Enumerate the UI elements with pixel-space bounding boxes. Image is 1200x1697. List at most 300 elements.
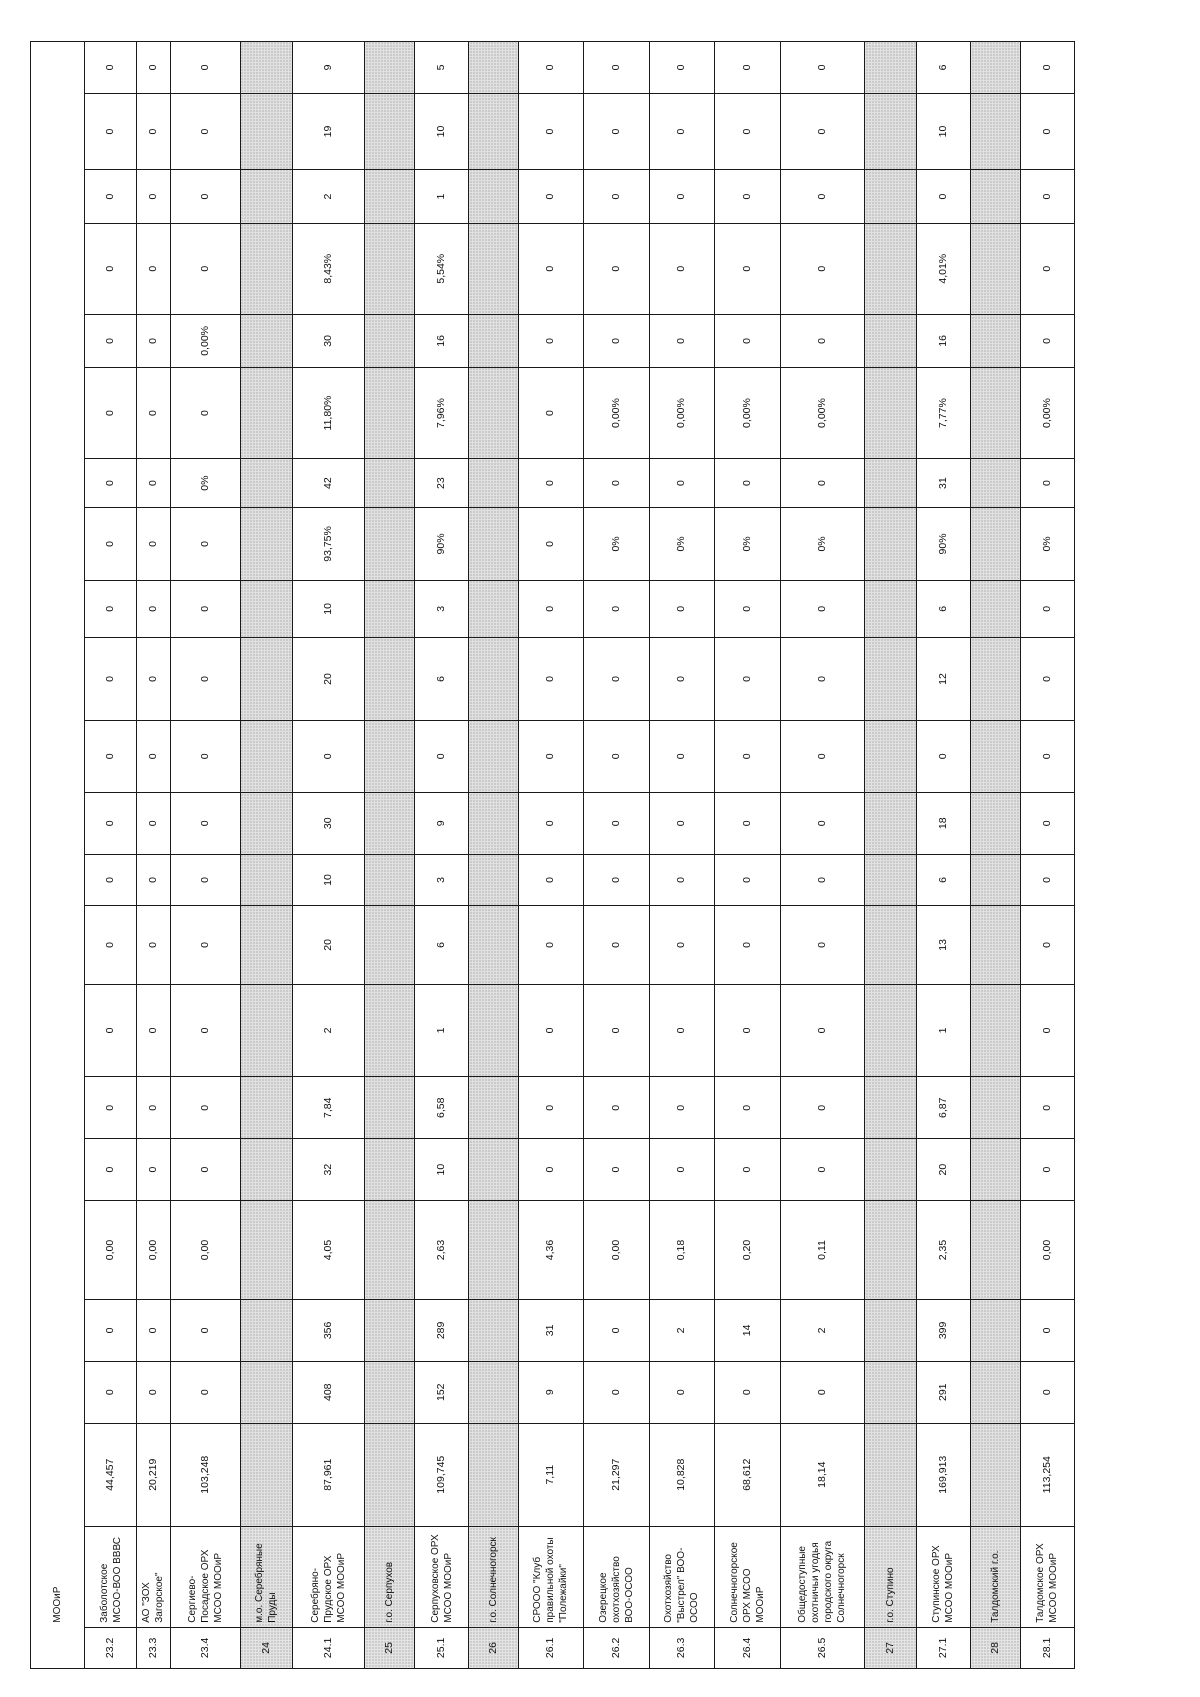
value-cell: 0 <box>137 458 171 507</box>
row-code-cell: 28.1 <box>1020 1627 1074 1668</box>
value-cell <box>365 223 415 314</box>
value-cell: 0 <box>292 720 364 792</box>
value-cell: 0 <box>170 1139 240 1201</box>
value-cell: 13 <box>916 906 970 984</box>
value-cell <box>971 792 1021 854</box>
value-cell: 0 <box>714 42 780 94</box>
value-cell: 0 <box>649 638 714 720</box>
value-cell: 0 <box>1020 720 1074 792</box>
value-cell: 0 <box>583 720 649 792</box>
hunting-ground-name-cell: Солнечногорское ОРХ МСОО МООиР <box>714 1526 780 1627</box>
value-cell <box>469 1299 519 1361</box>
value-cell: 0 <box>649 906 714 984</box>
value-cell: 0 <box>137 1139 171 1201</box>
value-cell <box>365 368 415 459</box>
value-cell: 23 <box>415 458 469 507</box>
value-cell <box>240 314 292 368</box>
table-row <box>137 42 171 1669</box>
table-row <box>240 42 292 1669</box>
value-cell: 0,20 <box>714 1201 780 1300</box>
value-cell: 0,00% <box>170 314 240 368</box>
value-cell: 0 <box>170 792 240 854</box>
value-cell: 0 <box>137 984 171 1077</box>
row-code-cell: 26.5 <box>780 1627 864 1668</box>
value-cell: 6 <box>916 580 970 638</box>
value-cell <box>365 1299 415 1361</box>
value-cell: 0 <box>649 93 714 170</box>
value-cell: 21,297 <box>583 1423 649 1526</box>
hunting-ground-name-cell: г.о. Солнечногорск <box>469 1526 519 1627</box>
value-cell <box>865 1423 917 1526</box>
value-cell: 0 <box>170 1299 240 1361</box>
value-cell <box>865 580 917 638</box>
header-blank-cells <box>31 93 85 1526</box>
value-cell: 0 <box>170 1361 240 1423</box>
value-cell <box>240 368 292 459</box>
value-cell: 0 <box>714 792 780 854</box>
value-cell: 1 <box>415 984 469 1077</box>
value-cell <box>469 1361 519 1423</box>
value-cell: 0 <box>518 368 583 459</box>
value-cell: 0 <box>649 792 714 854</box>
value-cell: 103,248 <box>170 1423 240 1526</box>
value-cell: 6,58 <box>415 1077 469 1139</box>
value-cell: 0 <box>85 906 137 984</box>
value-cell: 0 <box>518 170 583 224</box>
value-cell: 2,63 <box>415 1201 469 1300</box>
value-cell: 0 <box>85 984 137 1077</box>
value-cell: 169,913 <box>916 1423 970 1526</box>
value-cell: 0 <box>518 638 583 720</box>
value-cell <box>971 368 1021 459</box>
value-cell: 12 <box>916 638 970 720</box>
value-cell <box>469 508 519 580</box>
value-cell <box>971 854 1021 906</box>
value-cell: 6 <box>916 42 970 94</box>
value-cell: 0 <box>518 580 583 638</box>
value-cell <box>865 1139 917 1201</box>
hunting-ground-name-cell: Сергиево-Посадское ОРХ МСОО МООиР <box>170 1526 240 1627</box>
value-cell: 0 <box>85 580 137 638</box>
value-cell <box>865 314 917 368</box>
value-cell: 0 <box>137 368 171 459</box>
value-cell <box>365 720 415 792</box>
value-cell: 6,87 <box>916 1077 970 1139</box>
value-cell: 10 <box>415 1139 469 1201</box>
value-cell: 0 <box>518 984 583 1077</box>
value-cell: 30 <box>292 314 364 368</box>
value-cell: 0 <box>649 580 714 638</box>
value-cell: 0 <box>170 42 240 94</box>
value-cell <box>865 720 917 792</box>
value-cell <box>240 792 292 854</box>
table-row <box>1020 42 1074 1669</box>
value-cell: 0 <box>1020 93 1074 170</box>
value-cell: 0 <box>85 458 137 507</box>
value-cell: 9 <box>292 42 364 94</box>
value-cell <box>971 580 1021 638</box>
value-cell <box>365 984 415 1077</box>
value-cell: 0 <box>518 93 583 170</box>
value-cell: 0 <box>916 720 970 792</box>
value-cell <box>240 1139 292 1201</box>
value-cell <box>971 1299 1021 1361</box>
value-cell <box>971 508 1021 580</box>
value-cell <box>469 854 519 906</box>
value-cell: 0 <box>85 170 137 224</box>
value-cell: 0 <box>780 93 864 170</box>
value-cell: 0 <box>649 170 714 224</box>
value-cell <box>240 93 292 170</box>
value-cell: 0 <box>1020 458 1074 507</box>
value-cell <box>469 720 519 792</box>
value-cell: 20 <box>916 1139 970 1201</box>
value-cell: 0 <box>85 1361 137 1423</box>
value-cell: 2 <box>649 1299 714 1361</box>
value-cell: 0 <box>714 170 780 224</box>
value-cell: 0 <box>1020 170 1074 224</box>
value-cell: 9 <box>415 792 469 854</box>
table-row <box>780 42 864 1669</box>
value-cell: 0 <box>714 984 780 1077</box>
value-cell: 0 <box>649 1361 714 1423</box>
row-code-cell: 26.1 <box>518 1627 583 1668</box>
table-row <box>649 42 714 1669</box>
value-cell: 4,01% <box>916 223 970 314</box>
value-cell <box>865 984 917 1077</box>
value-cell: 0 <box>583 458 649 507</box>
header-last-cell <box>31 42 85 94</box>
value-cell <box>365 1361 415 1423</box>
value-cell <box>469 580 519 638</box>
value-cell <box>865 223 917 314</box>
value-cell: 0 <box>780 720 864 792</box>
value-cell: 0 <box>649 223 714 314</box>
hunting-ground-name-cell: Талдомский г.о. <box>971 1526 1021 1627</box>
value-cell <box>240 458 292 507</box>
value-cell: 6 <box>415 638 469 720</box>
value-cell: 2 <box>292 984 364 1077</box>
value-cell: 0 <box>137 508 171 580</box>
table-row <box>714 42 780 1669</box>
value-cell: 0 <box>583 906 649 984</box>
value-cell: 0 <box>780 42 864 94</box>
value-cell <box>971 93 1021 170</box>
value-cell: 0 <box>714 580 780 638</box>
value-cell <box>469 1423 519 1526</box>
value-cell: 3 <box>415 580 469 638</box>
row-code-cell: 26.2 <box>583 1627 649 1668</box>
value-cell: 0 <box>170 223 240 314</box>
value-cell <box>240 638 292 720</box>
row-code-cell: 28 <box>971 1627 1021 1668</box>
value-cell <box>365 1139 415 1201</box>
value-cell: 0,00 <box>85 1201 137 1300</box>
value-cell <box>365 1077 415 1139</box>
value-cell <box>240 580 292 638</box>
value-cell: 0 <box>714 223 780 314</box>
value-cell: 90% <box>916 508 970 580</box>
value-cell: 0,00% <box>780 368 864 459</box>
value-cell: 10 <box>292 580 364 638</box>
value-cell: 0 <box>1020 906 1074 984</box>
value-cell: 30 <box>292 792 364 854</box>
value-cell: 0 <box>583 170 649 224</box>
value-cell: 0 <box>780 580 864 638</box>
value-cell <box>469 223 519 314</box>
value-cell: 0 <box>518 42 583 94</box>
value-cell: 44,457 <box>85 1423 137 1526</box>
value-cell <box>240 223 292 314</box>
value-cell <box>865 42 917 94</box>
value-cell: 0 <box>1020 1077 1074 1139</box>
value-cell: 0 <box>85 42 137 94</box>
value-cell: 0 <box>583 1361 649 1423</box>
table-row <box>916 42 970 1669</box>
value-cell: 0 <box>137 854 171 906</box>
value-cell: 0 <box>170 1077 240 1139</box>
value-cell <box>365 638 415 720</box>
value-cell: 2 <box>292 170 364 224</box>
value-cell: 0 <box>137 638 171 720</box>
value-cell: 0% <box>583 508 649 580</box>
value-cell: 0 <box>85 1077 137 1139</box>
value-cell: 0 <box>780 314 864 368</box>
row-code-cell: 25 <box>365 1627 415 1668</box>
value-cell <box>469 368 519 459</box>
value-cell <box>240 1077 292 1139</box>
value-cell: 0 <box>780 1139 864 1201</box>
hunting-ground-name-cell: Заболотское МСОО-ВОО ВВВС <box>85 1526 137 1627</box>
value-cell: 0,00 <box>137 1201 171 1300</box>
value-cell: 0 <box>780 458 864 507</box>
value-cell: 0 <box>1020 984 1074 1077</box>
value-cell: 0 <box>1020 1361 1074 1423</box>
value-cell <box>865 1201 917 1300</box>
value-cell: 0 <box>137 720 171 792</box>
value-cell <box>865 906 917 984</box>
value-cell <box>240 508 292 580</box>
value-cell: 2 <box>780 1299 864 1361</box>
row-code-cell: 23.4 <box>170 1627 240 1668</box>
value-cell: 0 <box>583 638 649 720</box>
value-cell: 5,54% <box>415 223 469 314</box>
row-code-cell: 27 <box>865 1627 917 1668</box>
table-row <box>469 42 519 1669</box>
hunting-ground-name-cell: Ступинское ОРХ МСОО МООиР <box>916 1526 970 1627</box>
value-cell: 14 <box>714 1299 780 1361</box>
value-cell <box>865 638 917 720</box>
value-cell <box>469 314 519 368</box>
value-cell: 0 <box>1020 223 1074 314</box>
value-cell: 0,00% <box>649 368 714 459</box>
value-cell: 152 <box>415 1361 469 1423</box>
value-cell: 0 <box>714 93 780 170</box>
rotated-table-container <box>30 41 1075 1669</box>
value-cell: 42 <box>292 458 364 507</box>
value-cell: 0 <box>518 508 583 580</box>
value-cell: 0 <box>137 580 171 638</box>
value-cell <box>865 368 917 459</box>
value-cell: 6 <box>916 854 970 906</box>
value-cell: 0,00 <box>1020 1201 1074 1300</box>
value-cell <box>469 984 519 1077</box>
value-cell: 113,254 <box>1020 1423 1074 1526</box>
value-cell: 0 <box>170 638 240 720</box>
value-cell: 0 <box>583 984 649 1077</box>
value-cell: 0 <box>714 1361 780 1423</box>
value-cell <box>865 170 917 224</box>
value-cell: 0 <box>649 854 714 906</box>
value-cell: 0 <box>780 1361 864 1423</box>
value-cell: 0 <box>518 720 583 792</box>
value-cell: 9 <box>518 1361 583 1423</box>
value-cell <box>365 170 415 224</box>
value-cell <box>971 170 1021 224</box>
value-cell <box>865 1361 917 1423</box>
value-cell: 20 <box>292 906 364 984</box>
value-cell: 68,612 <box>714 1423 780 1526</box>
table-row <box>170 42 240 1669</box>
value-cell: 289 <box>415 1299 469 1361</box>
value-cell <box>365 1201 415 1300</box>
value-cell: 5 <box>415 42 469 94</box>
value-cell: 10 <box>415 93 469 170</box>
value-cell: 0 <box>518 906 583 984</box>
value-cell <box>865 792 917 854</box>
value-cell <box>469 458 519 507</box>
value-cell: 0 <box>1020 792 1074 854</box>
value-cell: 2,35 <box>916 1201 970 1300</box>
value-cell: 0 <box>170 93 240 170</box>
value-cell: 4,36 <box>518 1201 583 1300</box>
value-cell <box>865 854 917 906</box>
value-cell <box>971 638 1021 720</box>
value-cell: 0% <box>1020 508 1074 580</box>
value-cell <box>240 984 292 1077</box>
value-cell: 0 <box>170 580 240 638</box>
row-code-cell: 23.2 <box>85 1627 137 1668</box>
value-cell: 291 <box>916 1361 970 1423</box>
value-cell: 0% <box>170 458 240 507</box>
value-cell: 0 <box>649 314 714 368</box>
value-cell: 0 <box>780 854 864 906</box>
value-cell: 0 <box>1020 638 1074 720</box>
value-cell: 0 <box>85 720 137 792</box>
value-cell <box>469 638 519 720</box>
value-cell <box>865 508 917 580</box>
value-cell: 0 <box>170 720 240 792</box>
value-cell: 1 <box>916 984 970 1077</box>
value-cell: 0 <box>170 368 240 459</box>
value-cell: 0 <box>583 93 649 170</box>
value-cell: 0 <box>137 93 171 170</box>
value-cell: 0 <box>85 314 137 368</box>
value-cell <box>971 314 1021 368</box>
value-cell <box>240 42 292 94</box>
table-header-row <box>31 42 85 1669</box>
value-cell <box>865 1077 917 1139</box>
value-cell: 3 <box>415 854 469 906</box>
value-cell <box>971 1361 1021 1423</box>
value-cell: 93,75% <box>292 508 364 580</box>
value-cell: 19 <box>292 93 364 170</box>
value-cell <box>971 223 1021 314</box>
value-cell <box>365 314 415 368</box>
value-cell: 0 <box>85 368 137 459</box>
value-cell: 18,14 <box>780 1423 864 1526</box>
row-code-cell: 27.1 <box>916 1627 970 1668</box>
hunting-ground-name-cell: Талдомское ОРХ МСОО МООиР <box>1020 1526 1074 1627</box>
value-cell: 16 <box>916 314 970 368</box>
value-cell: 0 <box>170 508 240 580</box>
value-cell: 32 <box>292 1139 364 1201</box>
value-cell <box>469 906 519 984</box>
value-cell <box>240 1299 292 1361</box>
value-cell: 0 <box>518 792 583 854</box>
value-cell: 0 <box>780 170 864 224</box>
value-cell <box>971 720 1021 792</box>
value-cell <box>971 1201 1021 1300</box>
value-cell: 0 <box>714 638 780 720</box>
hunting-ground-name-cell: Озерецкое охотхозяйство ВОО-ОСОО <box>583 1526 649 1627</box>
value-cell: 0 <box>583 314 649 368</box>
value-cell: 0 <box>85 854 137 906</box>
value-cell: 20 <box>292 638 364 720</box>
value-cell: 0 <box>137 906 171 984</box>
value-cell <box>469 792 519 854</box>
value-cell: 0 <box>1020 1139 1074 1201</box>
value-cell <box>469 170 519 224</box>
header-code-cell <box>31 1627 85 1668</box>
value-cell: 0 <box>649 1077 714 1139</box>
row-code-cell: 26.4 <box>714 1627 780 1668</box>
row-code-cell: 26.3 <box>649 1627 714 1668</box>
value-cell <box>971 1423 1021 1526</box>
value-cell <box>971 458 1021 507</box>
value-cell: 0,00 <box>583 1201 649 1300</box>
value-cell: 0 <box>714 854 780 906</box>
value-cell: 7,84 <box>292 1077 364 1139</box>
value-cell: 0 <box>649 42 714 94</box>
value-cell: 0 <box>518 854 583 906</box>
row-code-cell: 23.3 <box>137 1627 171 1668</box>
value-cell: 0 <box>85 1299 137 1361</box>
value-cell: 356 <box>292 1299 364 1361</box>
value-cell: 0 <box>1020 1299 1074 1361</box>
row-code-cell: 25.1 <box>415 1627 469 1668</box>
value-cell <box>240 1201 292 1300</box>
value-cell: 0 <box>583 854 649 906</box>
value-cell: 0 <box>1020 42 1074 94</box>
hunting-ground-name-cell: г.о. Ступино <box>865 1526 917 1627</box>
table-row <box>85 42 137 1669</box>
value-cell <box>865 1299 917 1361</box>
value-cell: 0 <box>85 638 137 720</box>
value-cell: 10 <box>292 854 364 906</box>
value-cell: 16 <box>415 314 469 368</box>
value-cell: 109,745 <box>415 1423 469 1526</box>
value-cell <box>971 42 1021 94</box>
value-cell <box>240 906 292 984</box>
value-cell: 0% <box>649 508 714 580</box>
value-cell: 7,96% <box>415 368 469 459</box>
value-cell: 11,80% <box>292 368 364 459</box>
value-cell <box>365 42 415 94</box>
value-cell <box>971 1077 1021 1139</box>
value-cell: 0 <box>137 223 171 314</box>
table-row <box>365 42 415 1669</box>
